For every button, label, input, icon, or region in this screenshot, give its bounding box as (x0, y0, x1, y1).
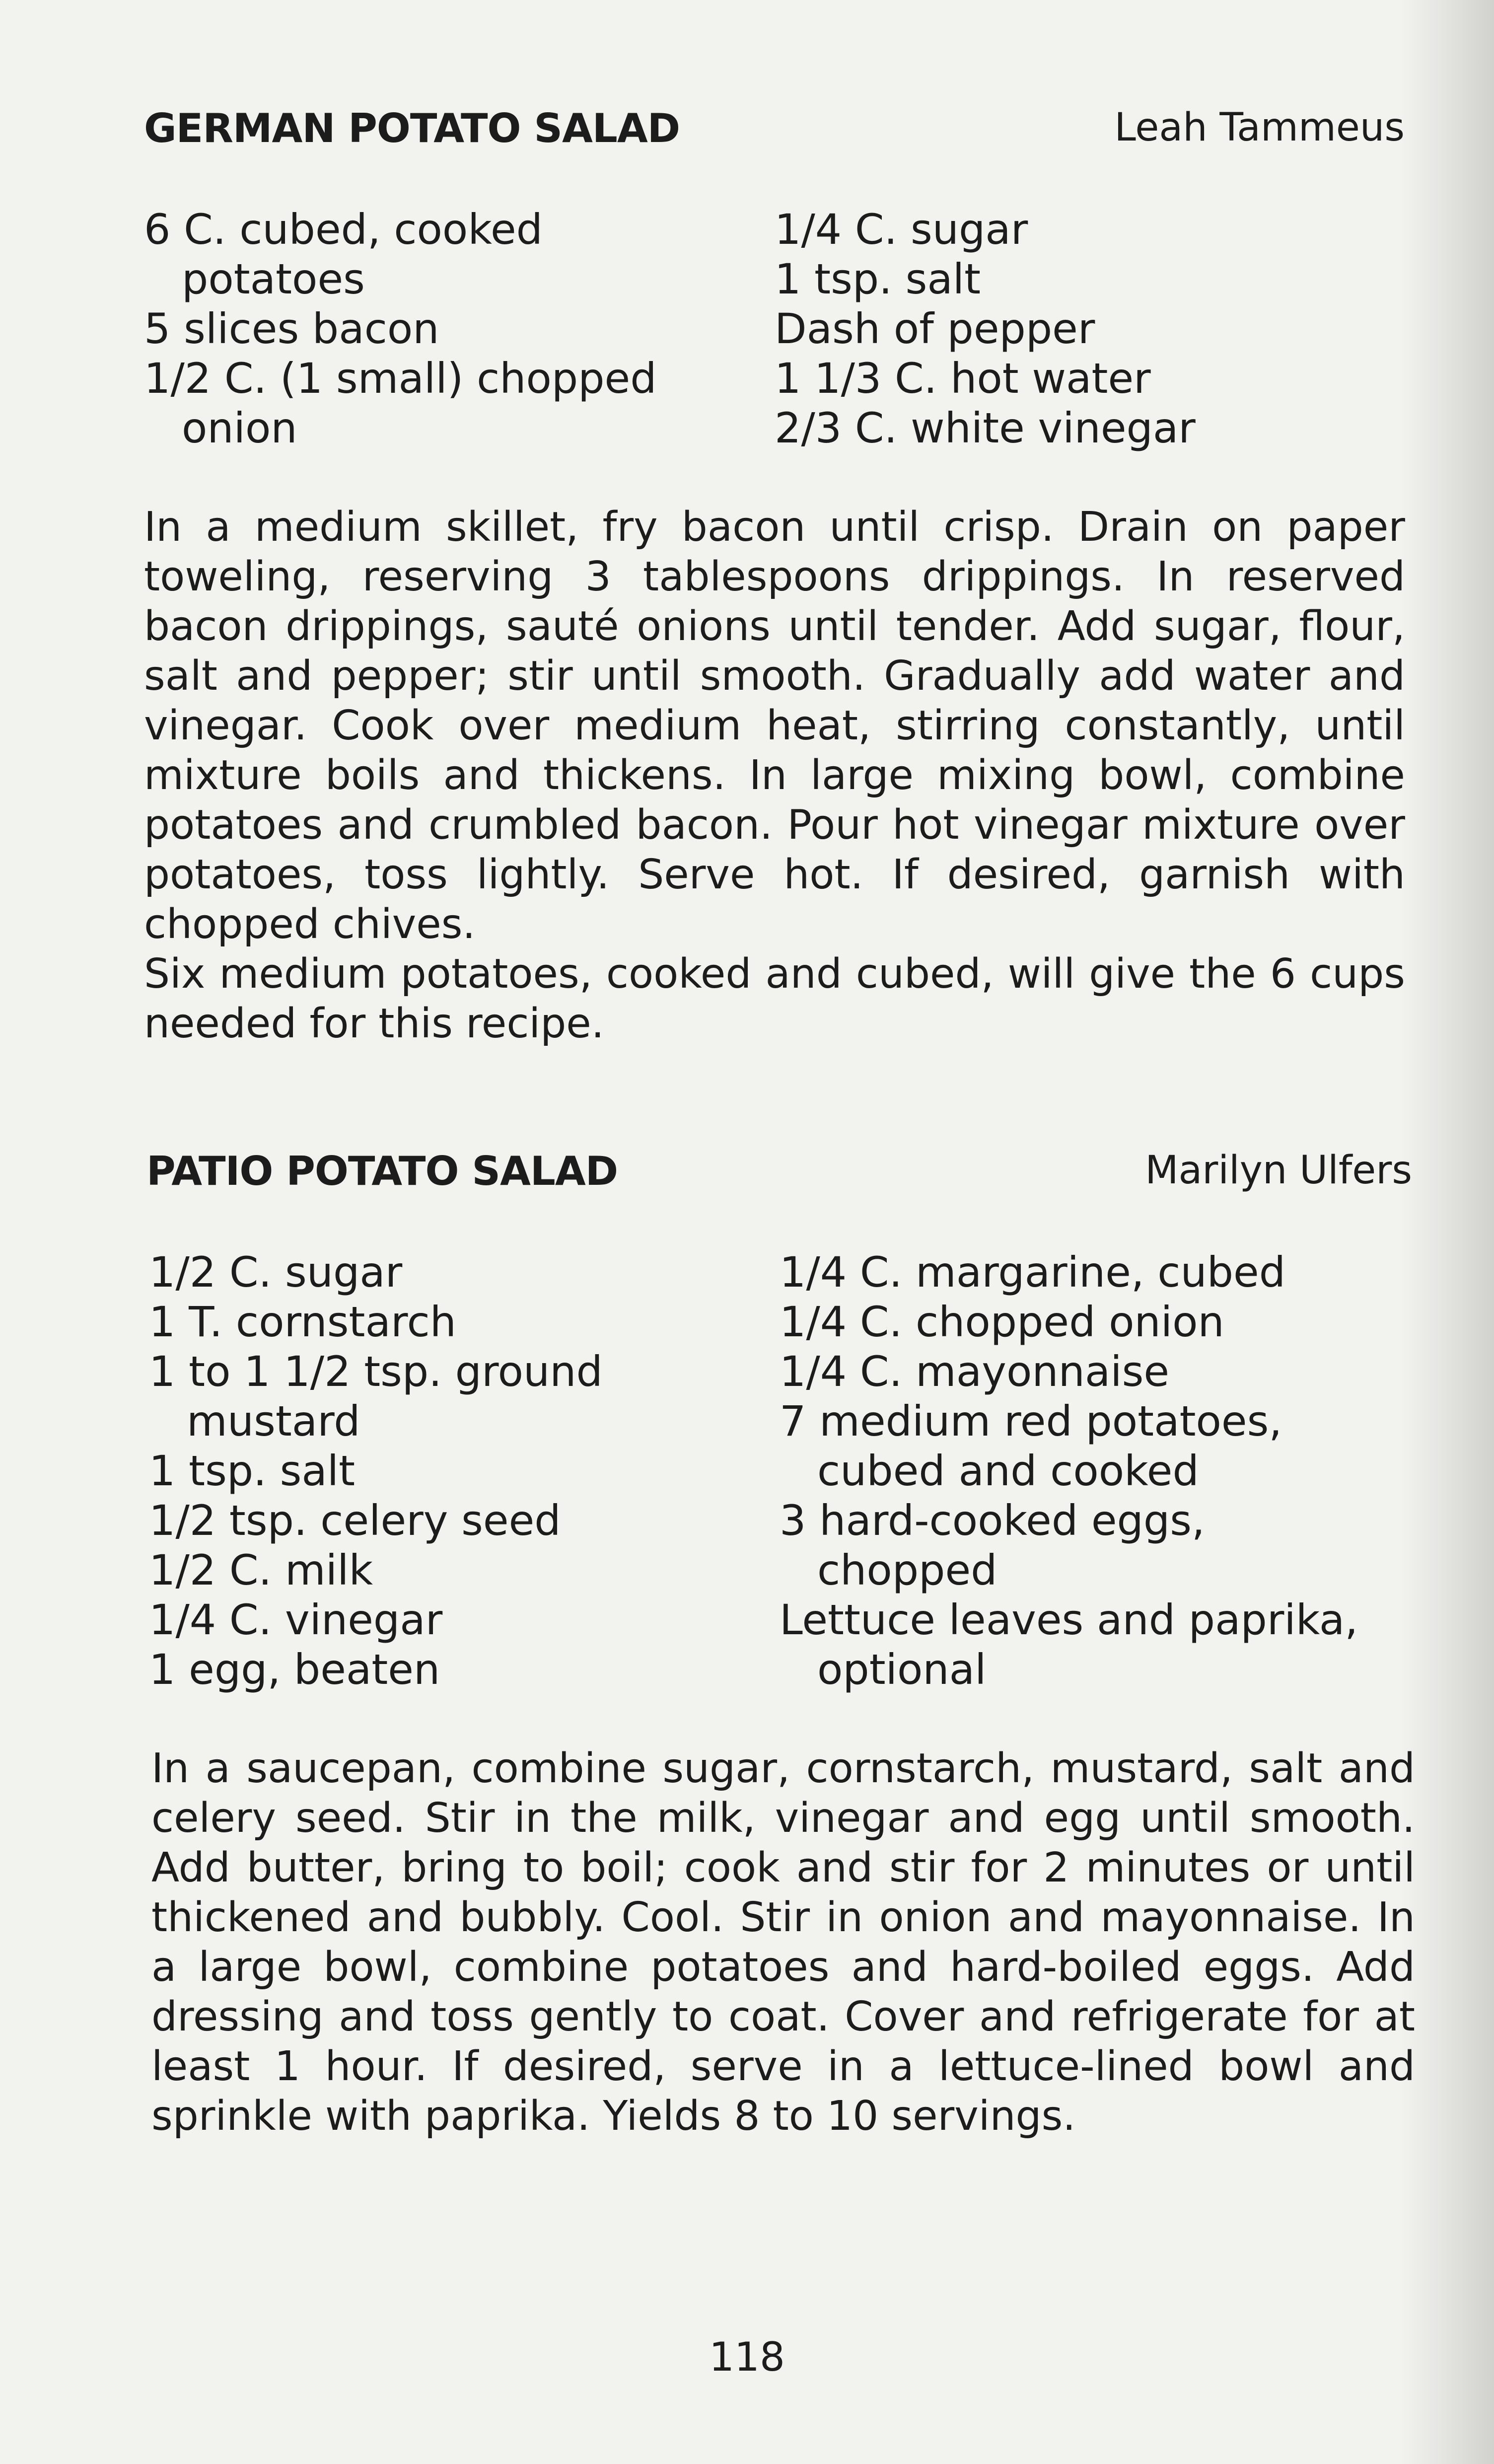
ingredient-line: 1 tsp. salt (149, 1447, 356, 1495)
ingredient-line: 1/4 C. vinegar (149, 1595, 443, 1644)
ingredient-line: onion (182, 404, 297, 452)
ingredient-line: 2/3 C. white vinegar (775, 404, 1196, 452)
ingredient-line: 1 tsp. salt (775, 255, 981, 303)
recipe-note: Six medium potatoes, cooked and cubed, will give the 6 cups needed for this recipe. (144, 950, 1405, 1047)
ingredient-line: 1/2 tsp. celery seed (149, 1496, 561, 1545)
ingredient-line: 1/2 C. milk (149, 1546, 373, 1594)
ingredient-line: 1 egg, beaten (149, 1645, 440, 1694)
ingredient-line: 1 to 1 1/2 tsp. ground (149, 1347, 603, 1396)
ingredient-line: 1 1/3 C. hot water (775, 354, 1151, 403)
recipe-title-patio-potato-salad: PATIO POTATO SALAD (146, 1148, 618, 1194)
ingredient-line: chopped (817, 1546, 997, 1594)
recipe-directions: In a medium skillet, fry bacon until crisp. Drain on paper toweling, reserving 3 tablespoons drippings. In reserved bacon drippings, sauté onions until tender. Add sugar, flour, salt and pepper; stir until smooth. Gradually add water and vinegar. Cook over medium heat, stirring constantly, until mixture boils and thickens. In large mixing bowl, combine potatoes and crumbled bacon. Pour hot vinegar mixture over potatoes, toss lightly. Serve hot. If desired, garnish with chopped chives. (144, 504, 1405, 948)
ingredient-line: 1/4 C. chopped onion (780, 1298, 1224, 1346)
ingredient-line: 1/4 C. sugar (775, 205, 1028, 254)
page-number: 118 (709, 2334, 785, 2380)
ingredient-line: Lettuce leaves and paprika, (780, 1595, 1358, 1644)
ingredient-line: 6 C. cubed, cooked (144, 205, 543, 254)
recipe-title-german-potato-salad: GERMAN POTATO SALAD (144, 105, 680, 151)
ingredient-line: 1 T. cornstarch (149, 1298, 457, 1346)
ingredient-line: 1/2 C. sugar (149, 1248, 403, 1297)
ingredient-line: 3 hard-cooked eggs, (780, 1496, 1205, 1545)
ingredients-right-column (780, 1247, 1405, 1694)
ingredient-line: mustard (187, 1397, 360, 1446)
ingredient-line: 1/4 C. margarine, cubed (780, 1248, 1286, 1297)
ingredients-left-column (149, 1247, 760, 1694)
ingredient-line: optional (817, 1645, 987, 1694)
ingredients-left-column (144, 205, 755, 453)
ingredient-line: 7 medium red potatoes, (780, 1397, 1282, 1446)
ingredient-line: 1/2 C. (1 small) chopped (144, 354, 657, 403)
ingredient-line: Dash of pepper (775, 304, 1095, 353)
recipe-directions: In a saucepan, combine sugar, cornstarch, mustard, salt and celery seed. Stir in the milk, vinegar and egg until smooth. Add butter, bring to boil; cook and stir for 2 minutes or until thickened and bubbly. Cool. Stir in onion and mayonnaise. In a large bowl, combine potatoes and hard-boiled eggs. Add dressing and toss gently to coat. Cover and refrigerate for at least 1 hour. If desired, serve in a lettuce-lined bowl and sprinkle with paprika. Yields 8 to 10 servings. (151, 1745, 1415, 2140)
ingredients-right-column (775, 205, 1395, 453)
ingredient-line: 1/4 C. mayonnaise (780, 1347, 1170, 1396)
ingredient-line: 5 slices bacon (144, 304, 439, 353)
recipe-author-marilyn-ulfers: Marilyn Ulfers (1145, 1148, 1412, 1193)
recipe-author-leah-tammeus: Leah Tammeus (1114, 105, 1405, 150)
ingredient-line: cubed and cooked (817, 1447, 1199, 1495)
ingredient-line: potatoes (182, 255, 365, 303)
